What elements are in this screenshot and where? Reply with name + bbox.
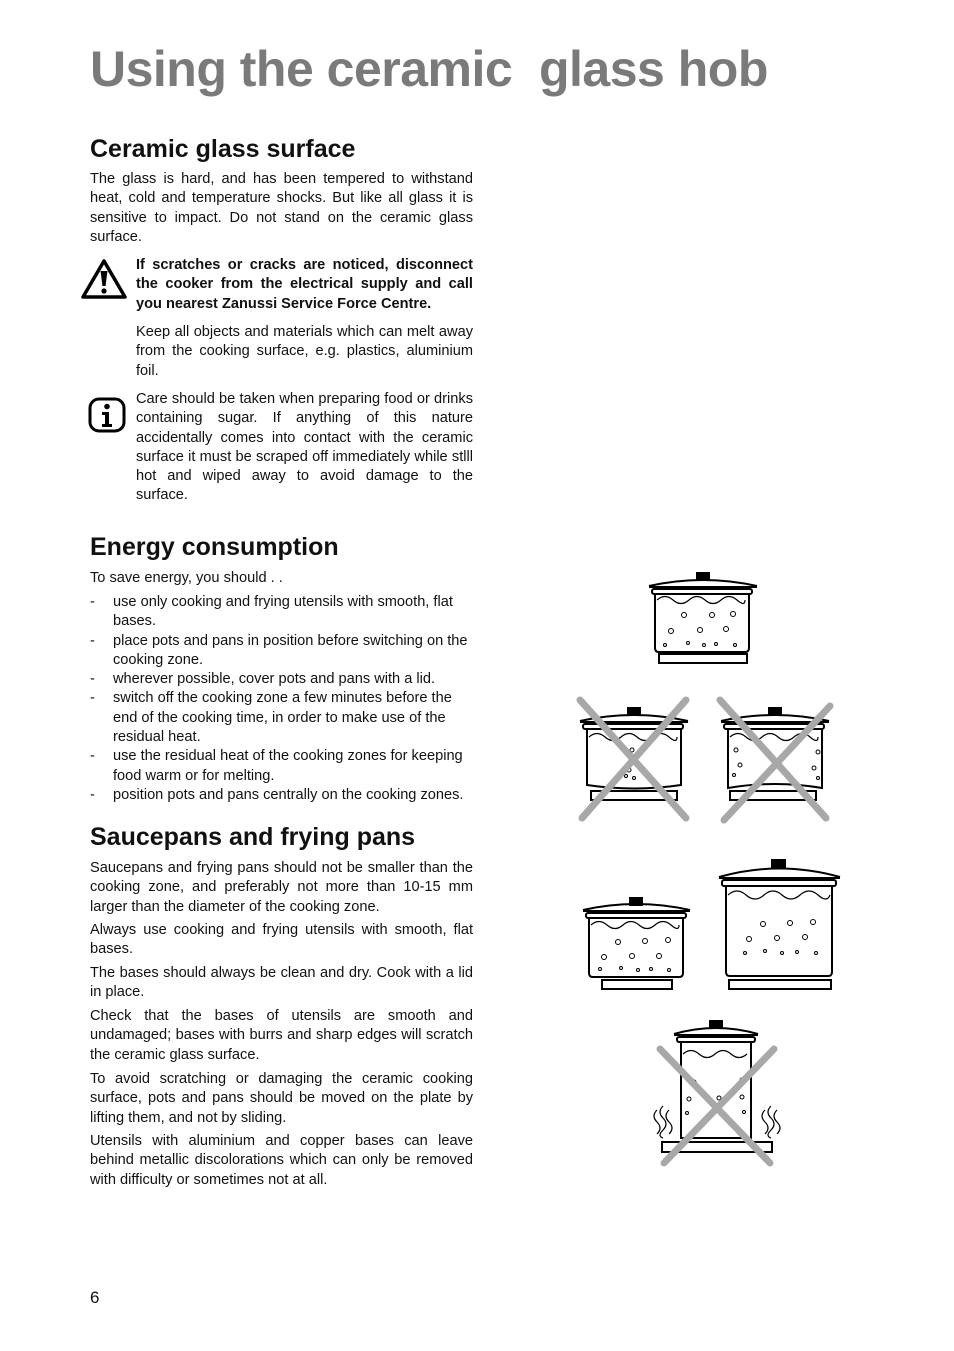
list-item: - position pots and pans centrally on the cooking zones. — [90, 786, 464, 803]
list-item: - use only cooking and frying utensils with smooth, flat bases. — [90, 594, 453, 630]
saucepans-paragraph: The bases should always be clean and dry. Cook with a lid in place. — [90, 965, 473, 1001]
information-icon — [88, 397, 126, 433]
pot-illustrations — [570, 565, 850, 1175]
saucepans-paragraph: Utensils with aluminium and copper bases can leave behind metallic discolorations which can only be removed with difficulty or sometimes not at all. — [90, 1133, 473, 1188]
energy-intro: To save energy, you should . . — [90, 570, 283, 586]
warning-triangle-icon — [80, 258, 128, 300]
heading-ceramic-glass-surface: Ceramic glass surface — [90, 135, 356, 163]
saucepans-paragraph: To avoid scratching or damaging the ceramic cooking surface, pots and pans should be moved on the plate by lifting them, and not by sliding. — [90, 1071, 473, 1126]
list-item: - place pots and pans in position before switching on the cooking zone. — [90, 632, 468, 668]
list-item: - wherever possible, cover pots and pans with a lid. — [90, 671, 436, 688]
keep-objects-paragraph: Keep all objects and materials which can melt away from the cooking surface, e.g. plastics, aluminium foil. — [136, 324, 473, 379]
page-title: Using the ceramic glass hob — [90, 41, 768, 97]
oversized-pot-icon — [654, 1020, 780, 1152]
correct-pot-icon — [649, 572, 757, 663]
list-item: - switch off the cooking zone a few minutes before the end of the cooking time, in order to make use of the residual heat. — [90, 690, 452, 746]
heading-energy-consumption: Energy consumption — [90, 533, 339, 561]
cross-mark — [660, 1049, 774, 1163]
ceramic-intro-paragraph: The glass is hard, and has been tempered to withstand heat, cold and temperature shocks. But like all glass it is sensitive to impact. Do not stand on the ceramic glass surface. — [90, 171, 473, 245]
small-pot-icon — [583, 897, 690, 989]
sugar-info-text: Care should be taken when preparing food or drinks containing sugar. If anything of this nature accidentally comes into contact with the ceramic surface it must be scraped off immediately while stlll hot and wiped away to avoid damage to the surface. — [136, 391, 473, 504]
list-item: - use the residual heat of the cooking zones for keeping food warm or for melting. — [90, 748, 463, 784]
saucepans-paragraph: Saucepans and frying pans should not be smaller than the cooking zone, and preferably not more than 10-15 mm larger than the diameter of the cooking zone. — [90, 860, 473, 915]
warning-text: If scratches or cracks are noticed, disconnect the cooker from the electrical supply and call you nearest Zanussi Service Force Centre. — [136, 257, 473, 312]
saucepans-paragraph: Always use cooking and frying utensils with smooth, flat bases. — [90, 922, 473, 958]
page-number: 6 — [90, 1288, 100, 1307]
large-pot-icon — [719, 859, 840, 989]
saucepans-paragraph: Check that the bases of utensils are smooth and undamaged; bases with burrs and sharp edges will scratch the ceramic glass surface. — [90, 1008, 473, 1063]
energy-tips-list — [90, 593, 473, 805]
heading-saucepans-frying-pans: Saucepans and frying pans — [90, 823, 416, 851]
